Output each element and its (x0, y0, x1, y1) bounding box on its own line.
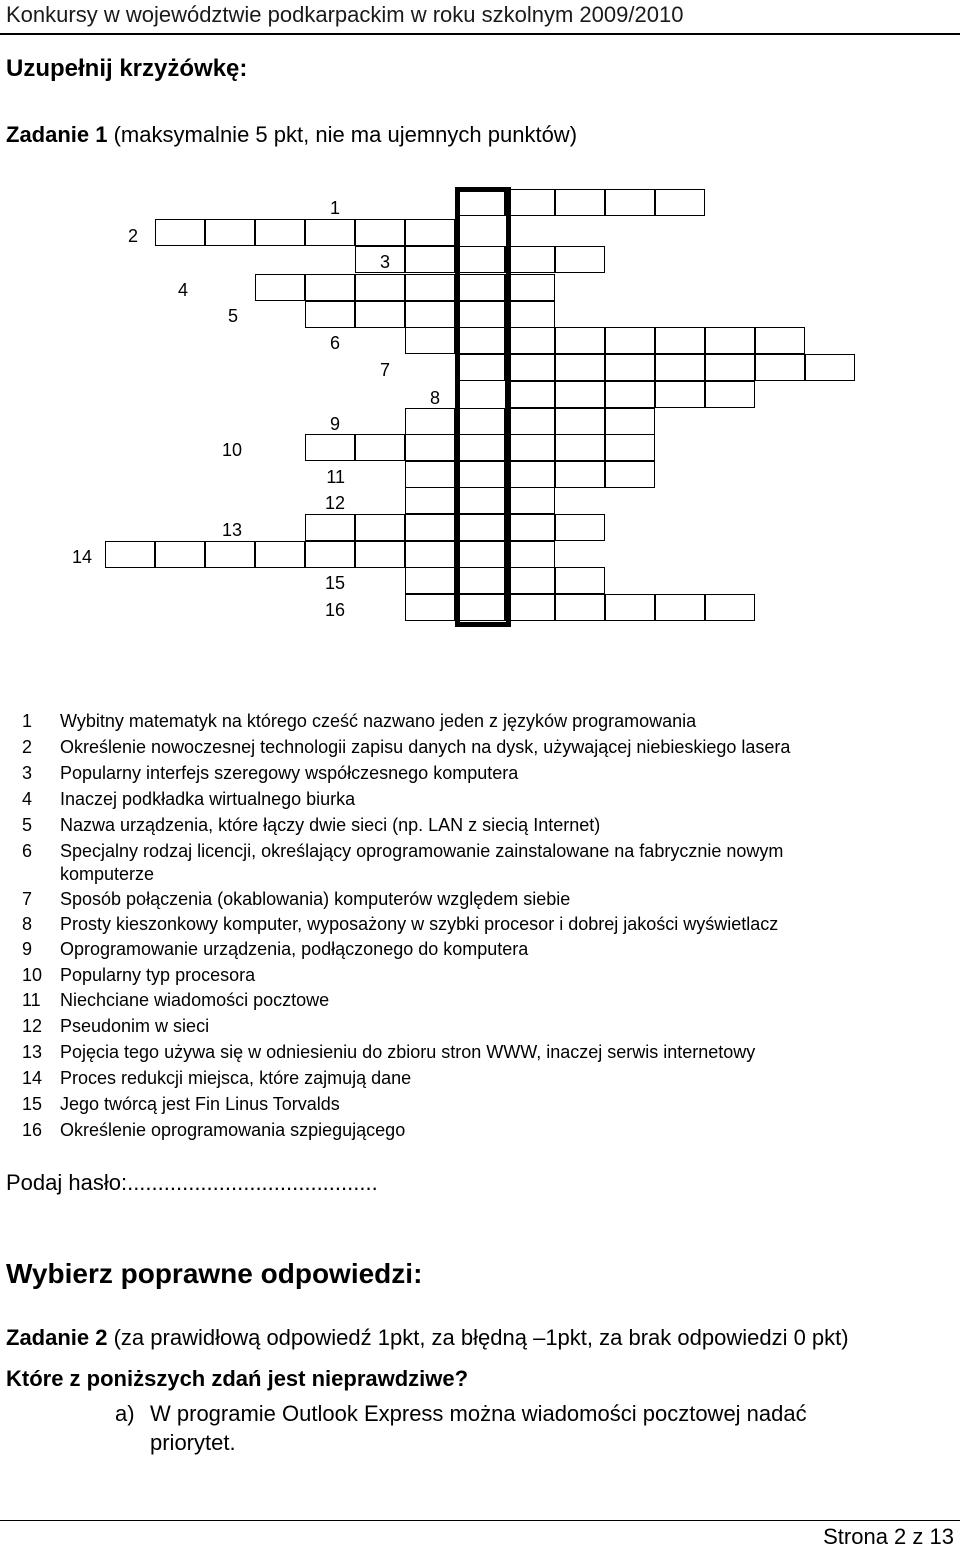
crossword-cell[interactable] (505, 514, 555, 541)
crossword-cell[interactable] (555, 381, 605, 408)
crossword-cell[interactable] (605, 594, 655, 621)
crossword-cell[interactable] (305, 219, 355, 246)
crossword-cell[interactable] (405, 301, 455, 328)
crossword-cell[interactable] (505, 487, 555, 514)
crossword-cell[interactable] (405, 567, 455, 594)
clue-text: Sposób połączenia (okablowania) komputerów względem siebie (60, 889, 571, 909)
password-prompt: Podaj hasło:......................................... (6, 1170, 378, 1195)
crossword-cell[interactable] (205, 541, 255, 568)
crossword-cell[interactable] (555, 327, 605, 354)
clue-item (22, 789, 355, 810)
crossword-cell[interactable] (505, 567, 555, 594)
clue-item (22, 737, 790, 758)
clue-item (22, 990, 329, 1011)
crossword-cell[interactable] (555, 246, 605, 273)
clue-number: 14 (22, 1068, 43, 1088)
page-number: Strona 2 z 13 (823, 1524, 954, 1549)
clue-item (22, 1094, 340, 1115)
crossword-cell[interactable] (655, 381, 705, 408)
crossword-number: 12 (324, 493, 345, 513)
crossword-key-cell[interactable] (455, 541, 505, 568)
clue-item (22, 815, 600, 836)
clue-text: Prosty kieszonkowy komputer, wyposażony w szybki procesor i dobrej jakości wyświetlacz (60, 914, 779, 934)
clue-number: 13 (22, 1042, 43, 1062)
crossword-key-cell[interactable] (455, 354, 505, 381)
clue-item (22, 889, 570, 910)
crossword-cell[interactable] (155, 219, 205, 246)
crossword-cell[interactable] (705, 354, 755, 381)
crossword-cell[interactable] (655, 354, 705, 381)
crossword-number: 16 (324, 600, 345, 620)
crossword-number: 8 (429, 388, 440, 408)
crossword-key-cell[interactable] (455, 274, 505, 301)
crossword-cell[interactable] (605, 381, 655, 408)
clue-item (22, 1042, 755, 1063)
crossword-cell[interactable] (405, 434, 455, 461)
page-header-title: Konkursy w województwie podkarpackim w roku szkolnym 2009/2010 (6, 2, 684, 27)
crossword-cell[interactable] (555, 189, 605, 216)
crossword-cell[interactable] (755, 354, 805, 381)
crossword-key-cell[interactable] (455, 327, 505, 354)
crossword-cell[interactable] (255, 541, 305, 568)
crossword-number: 5 (227, 306, 238, 326)
crossword-cell[interactable] (355, 301, 405, 328)
clue-text: Pojęcia tego używa się w odniesieniu do zbioru stron WWW, inaczej serwis internetowy (60, 1042, 756, 1062)
crossword-cell[interactable] (505, 461, 555, 488)
crossword-number: 6 (329, 333, 340, 353)
crossword-cell[interactable] (605, 434, 655, 461)
task2-label: Zadanie 2 (6, 1325, 108, 1350)
crossword-cell[interactable] (505, 541, 555, 568)
clue-text: Popularny interfejs szeregowy współczesnego komputera (60, 763, 519, 783)
crossword-number: 15 (324, 573, 345, 593)
crossword-number: 14 (71, 547, 92, 567)
clue-item (22, 914, 778, 935)
crossword-cell[interactable] (405, 541, 455, 568)
crossword-cell[interactable] (555, 594, 605, 621)
crossword-cell[interactable] (505, 301, 555, 328)
crossword-cell[interactable] (655, 594, 705, 621)
crossword-cell[interactable] (505, 381, 555, 408)
crossword-cell[interactable] (405, 246, 455, 273)
crossword-cell[interactable] (505, 434, 555, 461)
crossword-cell[interactable] (505, 327, 555, 354)
clue-text: Nazwa urządzenia, które łączy dwie sieci (np. LAN z siecią Internet) (60, 815, 601, 835)
crossword-cell[interactable] (355, 434, 405, 461)
crossword-cell[interactable] (105, 541, 155, 568)
clue-item (22, 1016, 209, 1037)
crossword-cell[interactable] (405, 219, 455, 246)
task1-note: (maksymalnie 5 pkt, nie ma ujemnych punktów) (113, 122, 578, 147)
clue-number: 7 (22, 889, 33, 909)
crossword-key-cell[interactable] (455, 461, 505, 488)
clue-number: 12 (22, 1016, 43, 1036)
crossword-key-cell[interactable] (455, 301, 505, 328)
crossword-cell[interactable] (355, 274, 405, 301)
clue-item (22, 965, 255, 986)
crossword-cell[interactable] (555, 567, 605, 594)
crossword-key-cell[interactable] (455, 246, 505, 273)
crossword-number: 9 (329, 414, 340, 434)
crossword-cell[interactable] (305, 434, 355, 461)
crossword-cell[interactable] (305, 301, 355, 328)
crossword-number: 4 (177, 280, 188, 300)
clue-item (22, 939, 528, 960)
crossword-key-cell[interactable] (455, 594, 505, 621)
clue-number: 6 (22, 841, 33, 861)
crossword-cell[interactable] (405, 327, 455, 354)
task2-line (6, 1325, 849, 1351)
crossword-cell[interactable] (505, 354, 555, 381)
crossword-cell[interactable] (805, 354, 855, 381)
clue-number: 15 (22, 1094, 43, 1114)
clue-number: 10 (22, 965, 43, 985)
crossword-cell[interactable] (505, 189, 555, 216)
clue-text: Jego twórcą jest Fin Linus Torvalds (60, 1094, 340, 1114)
crossword-number: 3 (379, 252, 390, 272)
clue-text: Wybitny matematyk na którego cześć nazwano jeden z języków programowania (60, 711, 697, 731)
crossword-cell[interactable] (305, 274, 355, 301)
crossword-cell[interactable] (555, 434, 605, 461)
option-a-label: a) (115, 1401, 135, 1426)
clue-number: 3 (22, 763, 33, 783)
clue-number: 2 (22, 737, 33, 757)
option-a-text[interactable]: W programie Outlook Express można wiadomości pocztowej nadać (150, 1401, 807, 1426)
crossword-cell[interactable] (255, 274, 305, 301)
task2-note: (za prawidłową odpowiedź 1pkt, za błędną –1pkt, za brak odpowiedzi 0 pkt) (113, 1325, 849, 1350)
clue-item (22, 711, 696, 732)
crossword-cell[interactable] (355, 541, 405, 568)
crossword-cell[interactable] (405, 594, 455, 621)
option-a-text-continued: priorytet. (150, 1430, 236, 1455)
clue-number: 16 (22, 1120, 43, 1140)
crossword-key-cell[interactable] (455, 487, 505, 514)
clue-text: Popularny typ procesora (60, 965, 256, 985)
clue-number: 4 (22, 789, 33, 809)
clue-text: Specjalny rodzaj licencji, określający oprogramowanie zainstalowane na fabrycznie nowym (60, 841, 784, 861)
crossword-grid (0, 0, 960, 640)
clue-item (22, 1068, 411, 1089)
crossword-key-cell[interactable] (455, 189, 505, 216)
crossword-cell[interactable] (605, 461, 655, 488)
crossword-number: 7 (379, 360, 390, 380)
crossword-cell[interactable] (605, 354, 655, 381)
crossword-cell[interactable] (555, 461, 605, 488)
clue-text: Niechciane wiadomości pocztowe (60, 990, 330, 1010)
crossword-key-cell[interactable] (455, 408, 505, 435)
section2-heading: Wybierz poprawne odpowiedzi: (6, 1258, 423, 1289)
clue-text: Proces redukcji miejsca, które zajmują dane (60, 1068, 412, 1088)
crossword-key-cell[interactable] (455, 567, 505, 594)
crossword-cell[interactable] (355, 514, 405, 541)
crossword-cell[interactable] (655, 327, 705, 354)
clue-number: 9 (22, 939, 33, 959)
crossword-cell[interactable] (705, 381, 755, 408)
crossword-cell[interactable] (305, 514, 355, 541)
clue-text: Określenie nowoczesnej technologii zapisu danych na dysk, używającej niebieskiego lasera (60, 737, 791, 757)
crossword-cell[interactable] (205, 219, 255, 246)
clue-text: Oprogramowanie urządzenia, podłączonego do komputera (60, 939, 529, 959)
crossword-cell[interactable] (655, 189, 705, 216)
crossword-number: 11 (326, 467, 345, 487)
crossword-cell[interactable] (555, 514, 605, 541)
clue-text: Określenie oprogramowania szpiegującego (60, 1120, 406, 1140)
clue-number: 11 (22, 990, 41, 1010)
section1-heading: Uzupełnij krzyżówkę: (6, 55, 248, 82)
clue-number: 1 (22, 711, 33, 731)
crossword-number: 13 (221, 520, 242, 540)
crossword-cell[interactable] (255, 219, 305, 246)
crossword-cell[interactable] (405, 514, 455, 541)
crossword-cell[interactable] (555, 408, 605, 435)
crossword-number: 1 (329, 198, 340, 218)
crossword-cell[interactable] (755, 327, 805, 354)
clue-text: Inaczej podkładka wirtualnego biurka (60, 789, 356, 809)
crossword-cell[interactable] (605, 327, 655, 354)
crossword-cell[interactable] (405, 461, 455, 488)
crossword-cell[interactable] (155, 541, 205, 568)
clue-number: 8 (22, 914, 33, 934)
footer-divider (0, 1520, 960, 1521)
crossword-cell[interactable] (405, 274, 455, 301)
clue-text: Pseudonim w sieci (60, 1016, 210, 1036)
crossword-key-cell[interactable] (455, 434, 505, 461)
clue-item (22, 1120, 405, 1141)
crossword-cell[interactable] (505, 246, 555, 273)
crossword-cell[interactable] (605, 408, 655, 435)
crossword-cell[interactable] (705, 327, 755, 354)
crossword-number: 10 (221, 440, 242, 460)
task1-label: Zadanie 1 (6, 122, 108, 147)
crossword-cell[interactable] (705, 594, 755, 621)
crossword-cell[interactable] (305, 541, 355, 568)
clue-number: 5 (22, 815, 33, 835)
crossword-cell[interactable] (555, 354, 605, 381)
crossword-cell[interactable] (505, 274, 555, 301)
clue-item (22, 763, 518, 784)
crossword-key-cell[interactable] (455, 514, 505, 541)
task2-question: Które z poniższych zdań jest nieprawdziwe? (6, 1366, 469, 1391)
crossword-cell[interactable] (605, 189, 655, 216)
clue-text-continued: komputerze (60, 864, 155, 884)
crossword-cell[interactable] (405, 487, 455, 514)
crossword-number: 2 (127, 226, 138, 246)
crossword-cell[interactable] (355, 219, 405, 246)
crossword-cell[interactable] (405, 408, 455, 435)
crossword-cell[interactable] (505, 408, 555, 435)
crossword-cell[interactable] (505, 594, 555, 621)
clue-item (22, 841, 783, 862)
